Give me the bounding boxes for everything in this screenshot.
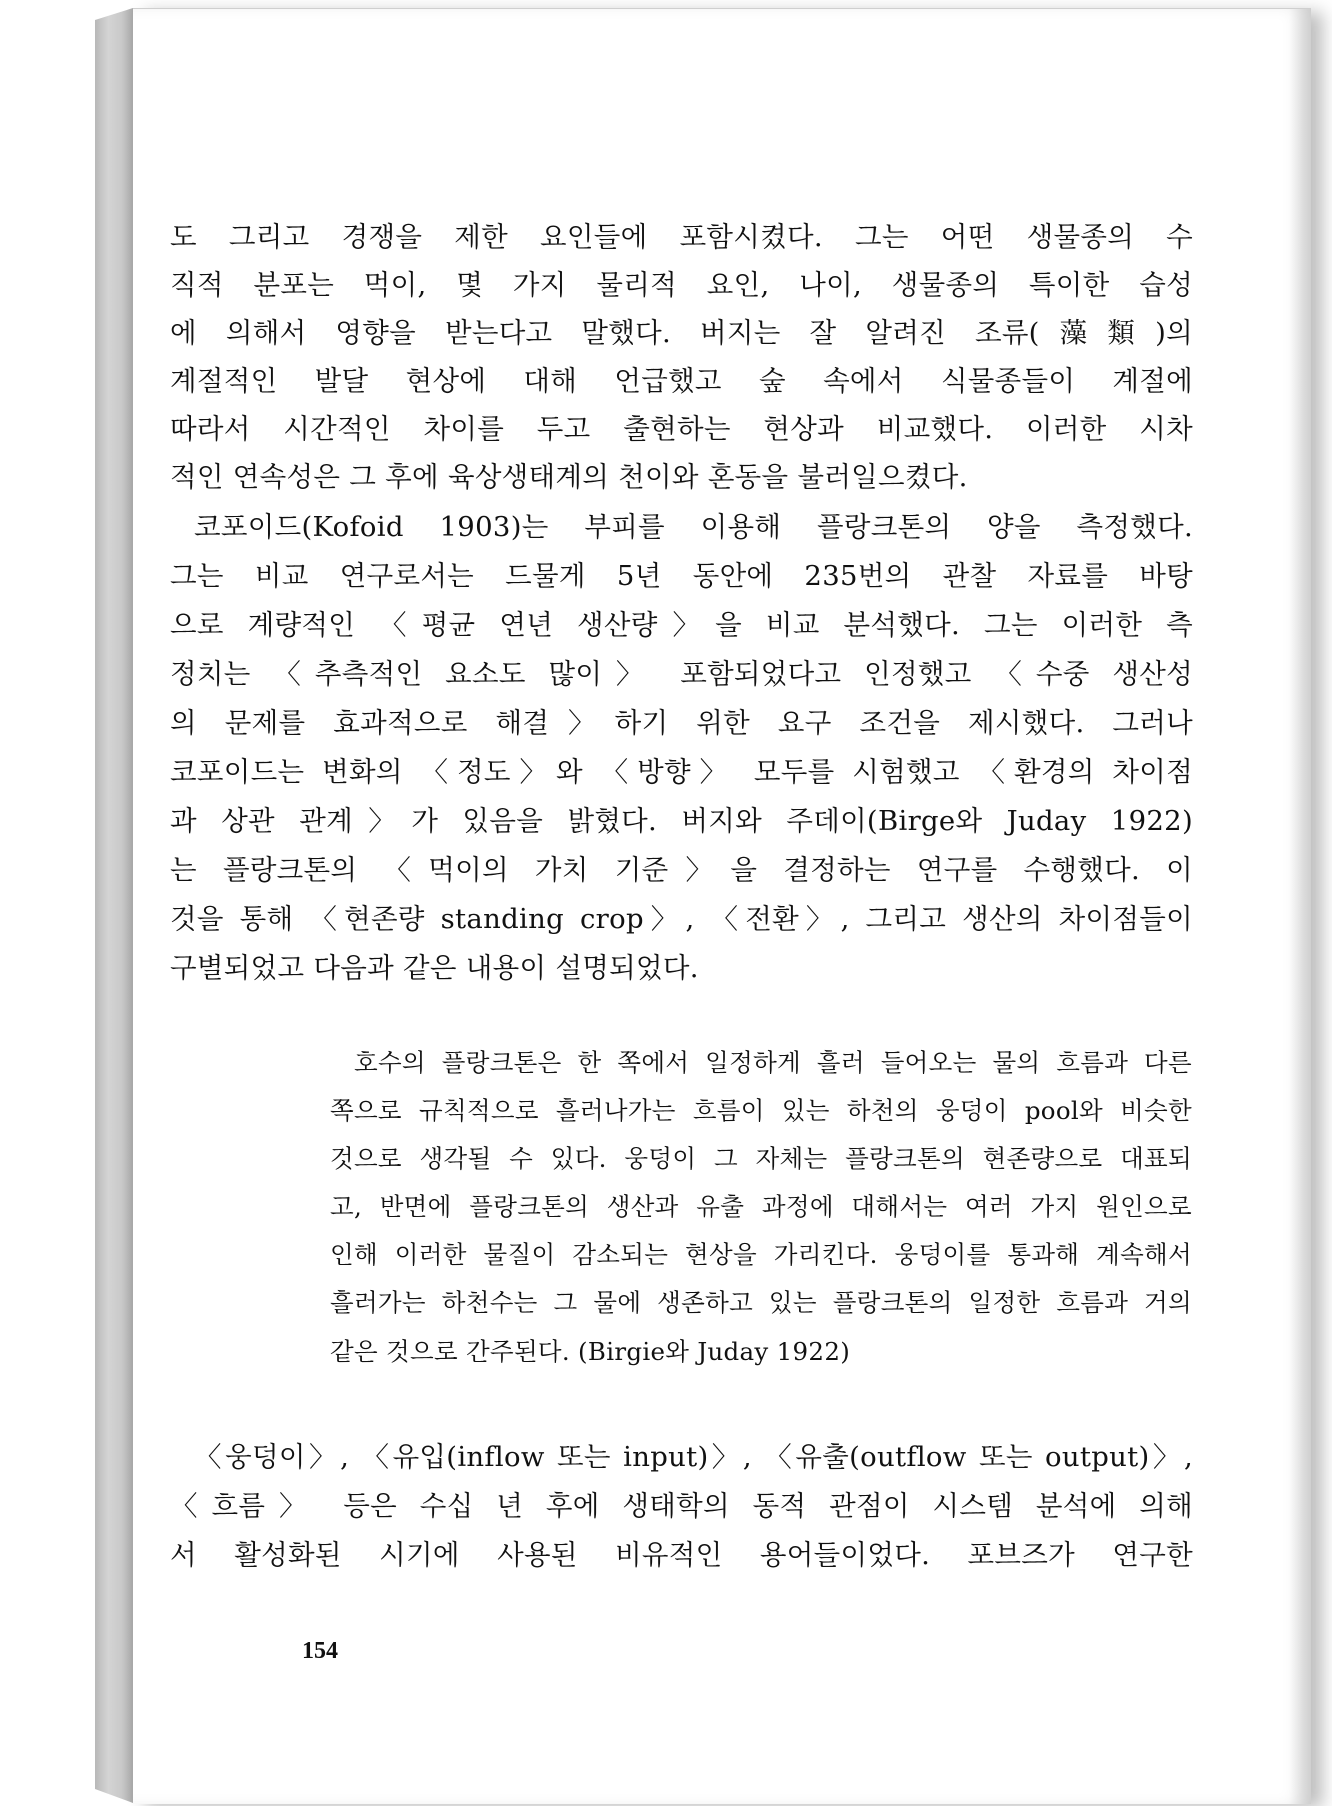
text-line: 는 플랑크톤의 〈먹이의 가치 기준〉을 결정하는 연구를 수행했다. 이 <box>170 854 1193 886</box>
page-edge-shadow <box>1289 9 1311 1804</box>
text-line: 의 문제를 효과적으로 해결〉하기 위한 요구 조건을 제시했다. 그러나 <box>170 707 1193 739</box>
text-line: 으로 계량적인 〈평균 연년 생산량〉을 비교 분석했다. 그는 이러한 측 <box>170 609 1193 641</box>
text-line: 따라서 시간적인 차이를 두고 출현하는 현상과 비교했다. 이러한 시차 <box>170 413 1193 445</box>
text-line: 도 그리고 경쟁을 제한 요인들에 포함시켰다. 그는 어떤 생물종의 수 <box>170 221 1193 253</box>
quote-line: 같은 것으로 간주된다. (Birgie와 Juday 1922) <box>330 1337 851 1366</box>
page-number: 154 <box>302 1638 338 1664</box>
quote-line: 호수의 플랑크톤은 한 쪽에서 일정하게 흘러 들어오는 물의 흐름과 다른 <box>354 1048 1192 1077</box>
text-line: 서 활성화된 시기에 사용된 비유적인 용어들이었다. 포브즈가 연구한 <box>170 1539 1193 1571</box>
text-line: 것을 통해 〈현존량 standing crop〉, 〈전환〉, 그리고 생산의 차이점들이 <box>170 903 1193 935</box>
text-line: 코포이드는 변화의 〈정도〉와 〈방향〉 모두를 시험했고 〈환경의 차이점 <box>170 756 1193 788</box>
text-line: 정치는 〈추측적인 요소도 많이〉 포함되었다고 인정했고 〈수중 생산성 <box>170 658 1193 690</box>
text-line: 계절적인 발달 현상에 대해 언급했고 숲 속에서 식물종들이 계절에 <box>170 365 1193 397</box>
text-line: 구별되었고 다음과 같은 내용이 설명되었다. <box>170 952 699 984</box>
text-line: 〈웅덩이〉, 〈유입(inflow 또는 input)〉, 〈유출(outflow 또는 output)〉, <box>194 1441 1193 1473</box>
quote-line: 쪽으로 규칙적으로 흘러나가는 흐름이 있는 하천의 웅덩이 pool와 비슷한 <box>330 1096 1192 1125</box>
quote-line: 고, 반면에 플랑크톤의 생산과 유출 과정에 대해서는 여러 가지 원인으로 <box>330 1192 1192 1221</box>
text-line: 에 의해서 영향을 받는다고 말했다. 버지는 잘 알려진 조류(藻類)의 <box>170 317 1193 349</box>
text-line: 〈흐름〉 등은 수십 년 후에 생태학의 동적 관점이 시스템 분석에 의해 <box>170 1490 1193 1522</box>
text-line: 그는 비교 연구로서는 드물게 5년 동안에 235번의 관찰 자료를 바탕 <box>170 560 1193 592</box>
quote-line: 것으로 생각될 수 있다. 웅덩이 그 자체는 플랑크톤의 현존량으로 대표되 <box>330 1144 1192 1173</box>
quote-line: 인해 이러한 물질이 감소되는 현상을 가리킨다. 웅덩이를 통과해 계속해서 <box>330 1240 1192 1269</box>
book-spine <box>95 8 133 1803</box>
text-line: 코포이드(Kofoid 1903)는 부피를 이용해 플랑크톤의 양을 측정했다. <box>194 511 1193 543</box>
text-line: 적인 연속성은 그 후에 육상생태계의 천이와 혼동을 불러일으켰다. <box>170 461 968 493</box>
text-line: 과 상관 관계〉가 있음을 밝혔다. 버지와 주데이(Birge와 Juday 1922) <box>170 805 1193 837</box>
text-line: 직적 분포는 먹이, 몇 가지 물리적 요인, 나이, 생물종의 특이한 습성 <box>170 269 1193 301</box>
quote-line: 흘러가는 하천수는 그 물에 생존하고 있는 플랑크톤의 일정한 흐름과 거의 <box>330 1288 1192 1317</box>
